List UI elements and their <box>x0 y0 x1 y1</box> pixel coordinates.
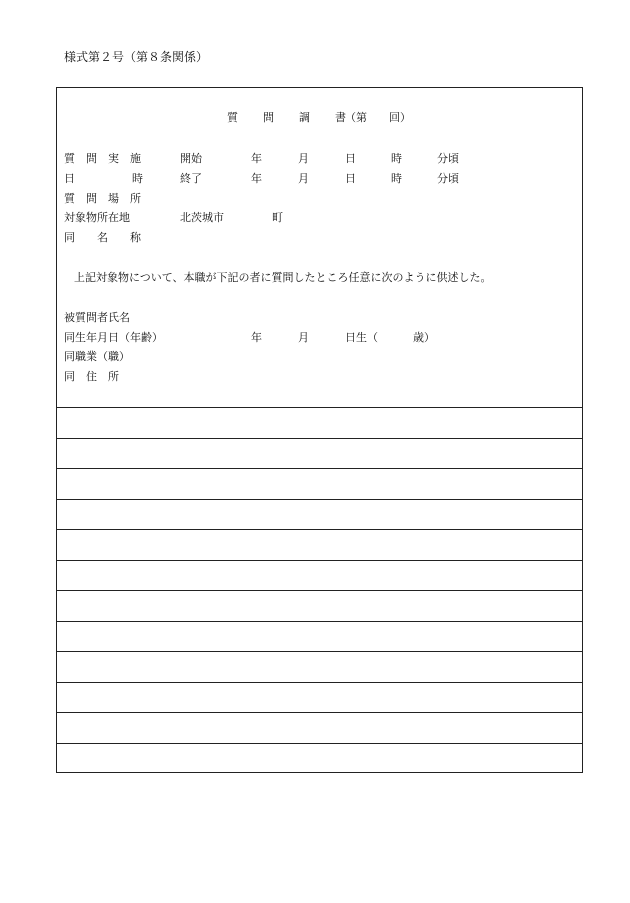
ruled-line <box>57 682 583 683</box>
title-session-close: 回） <box>389 111 411 124</box>
ruled-line <box>57 529 583 530</box>
statement-text: 上記対象物について、本職が下記の者に質問したところ任意に次のように供述した。 <box>74 271 492 284</box>
end-hour: 時 <box>391 172 402 185</box>
start-day: 日 <box>345 152 356 165</box>
ruled-line <box>57 438 583 439</box>
start-year: 年 <box>251 152 262 165</box>
end-label: 終了 <box>180 172 202 185</box>
respondent-name-label: 被質問者氏名 <box>64 311 130 324</box>
end-minute: 分頃 <box>437 172 459 185</box>
implementation-label-line2-time: 時 <box>132 172 143 185</box>
town-text: 町 <box>272 211 283 224</box>
ruled-line <box>57 468 583 469</box>
form-frame <box>56 87 583 773</box>
end-year: 年 <box>251 172 262 185</box>
form-number-label: 様式第２号（第８条関係） <box>64 50 209 64</box>
title-session-open: （第 <box>345 111 367 124</box>
end-month: 月 <box>298 172 309 185</box>
ruled-line <box>57 621 583 622</box>
implementation-label-line2-day: 日 <box>64 172 75 185</box>
start-hour: 時 <box>391 152 402 165</box>
dob-day-age-open: 日生（ <box>345 331 378 344</box>
ruled-line <box>57 560 583 561</box>
implementation-label-line1: 質 問 実 施 <box>64 152 141 165</box>
respondent-occupation-label: 同職業（職） <box>64 350 130 363</box>
start-label: 開始 <box>180 152 202 165</box>
end-day: 日 <box>345 172 356 185</box>
dob-year: 年 <box>251 331 262 344</box>
start-month: 月 <box>298 152 309 165</box>
dob-month: 月 <box>298 331 309 344</box>
location-label: 対象物所在地 <box>64 211 130 224</box>
ruled-line <box>57 712 583 713</box>
ruled-line <box>57 407 583 408</box>
dob-age-close: 歳） <box>413 331 435 344</box>
title-char-4: 書 <box>335 111 346 124</box>
city-text: 北茨城市 <box>180 211 224 224</box>
respondent-dob-label: 同生年月日（年齢） <box>64 331 163 344</box>
title-char-2: 問 <box>263 111 274 124</box>
place-label: 質 問 場 所 <box>64 192 141 205</box>
ruled-line <box>57 743 583 744</box>
ruled-line <box>57 651 583 652</box>
ruled-line <box>57 499 583 500</box>
start-minute: 分頃 <box>437 152 459 165</box>
same-name-label: 同 名 称 <box>64 231 141 244</box>
title-char-3: 調 <box>299 111 310 124</box>
ruled-line <box>57 590 583 591</box>
title-char-1: 質 <box>227 111 238 124</box>
respondent-address-label: 同 住 所 <box>64 370 119 383</box>
